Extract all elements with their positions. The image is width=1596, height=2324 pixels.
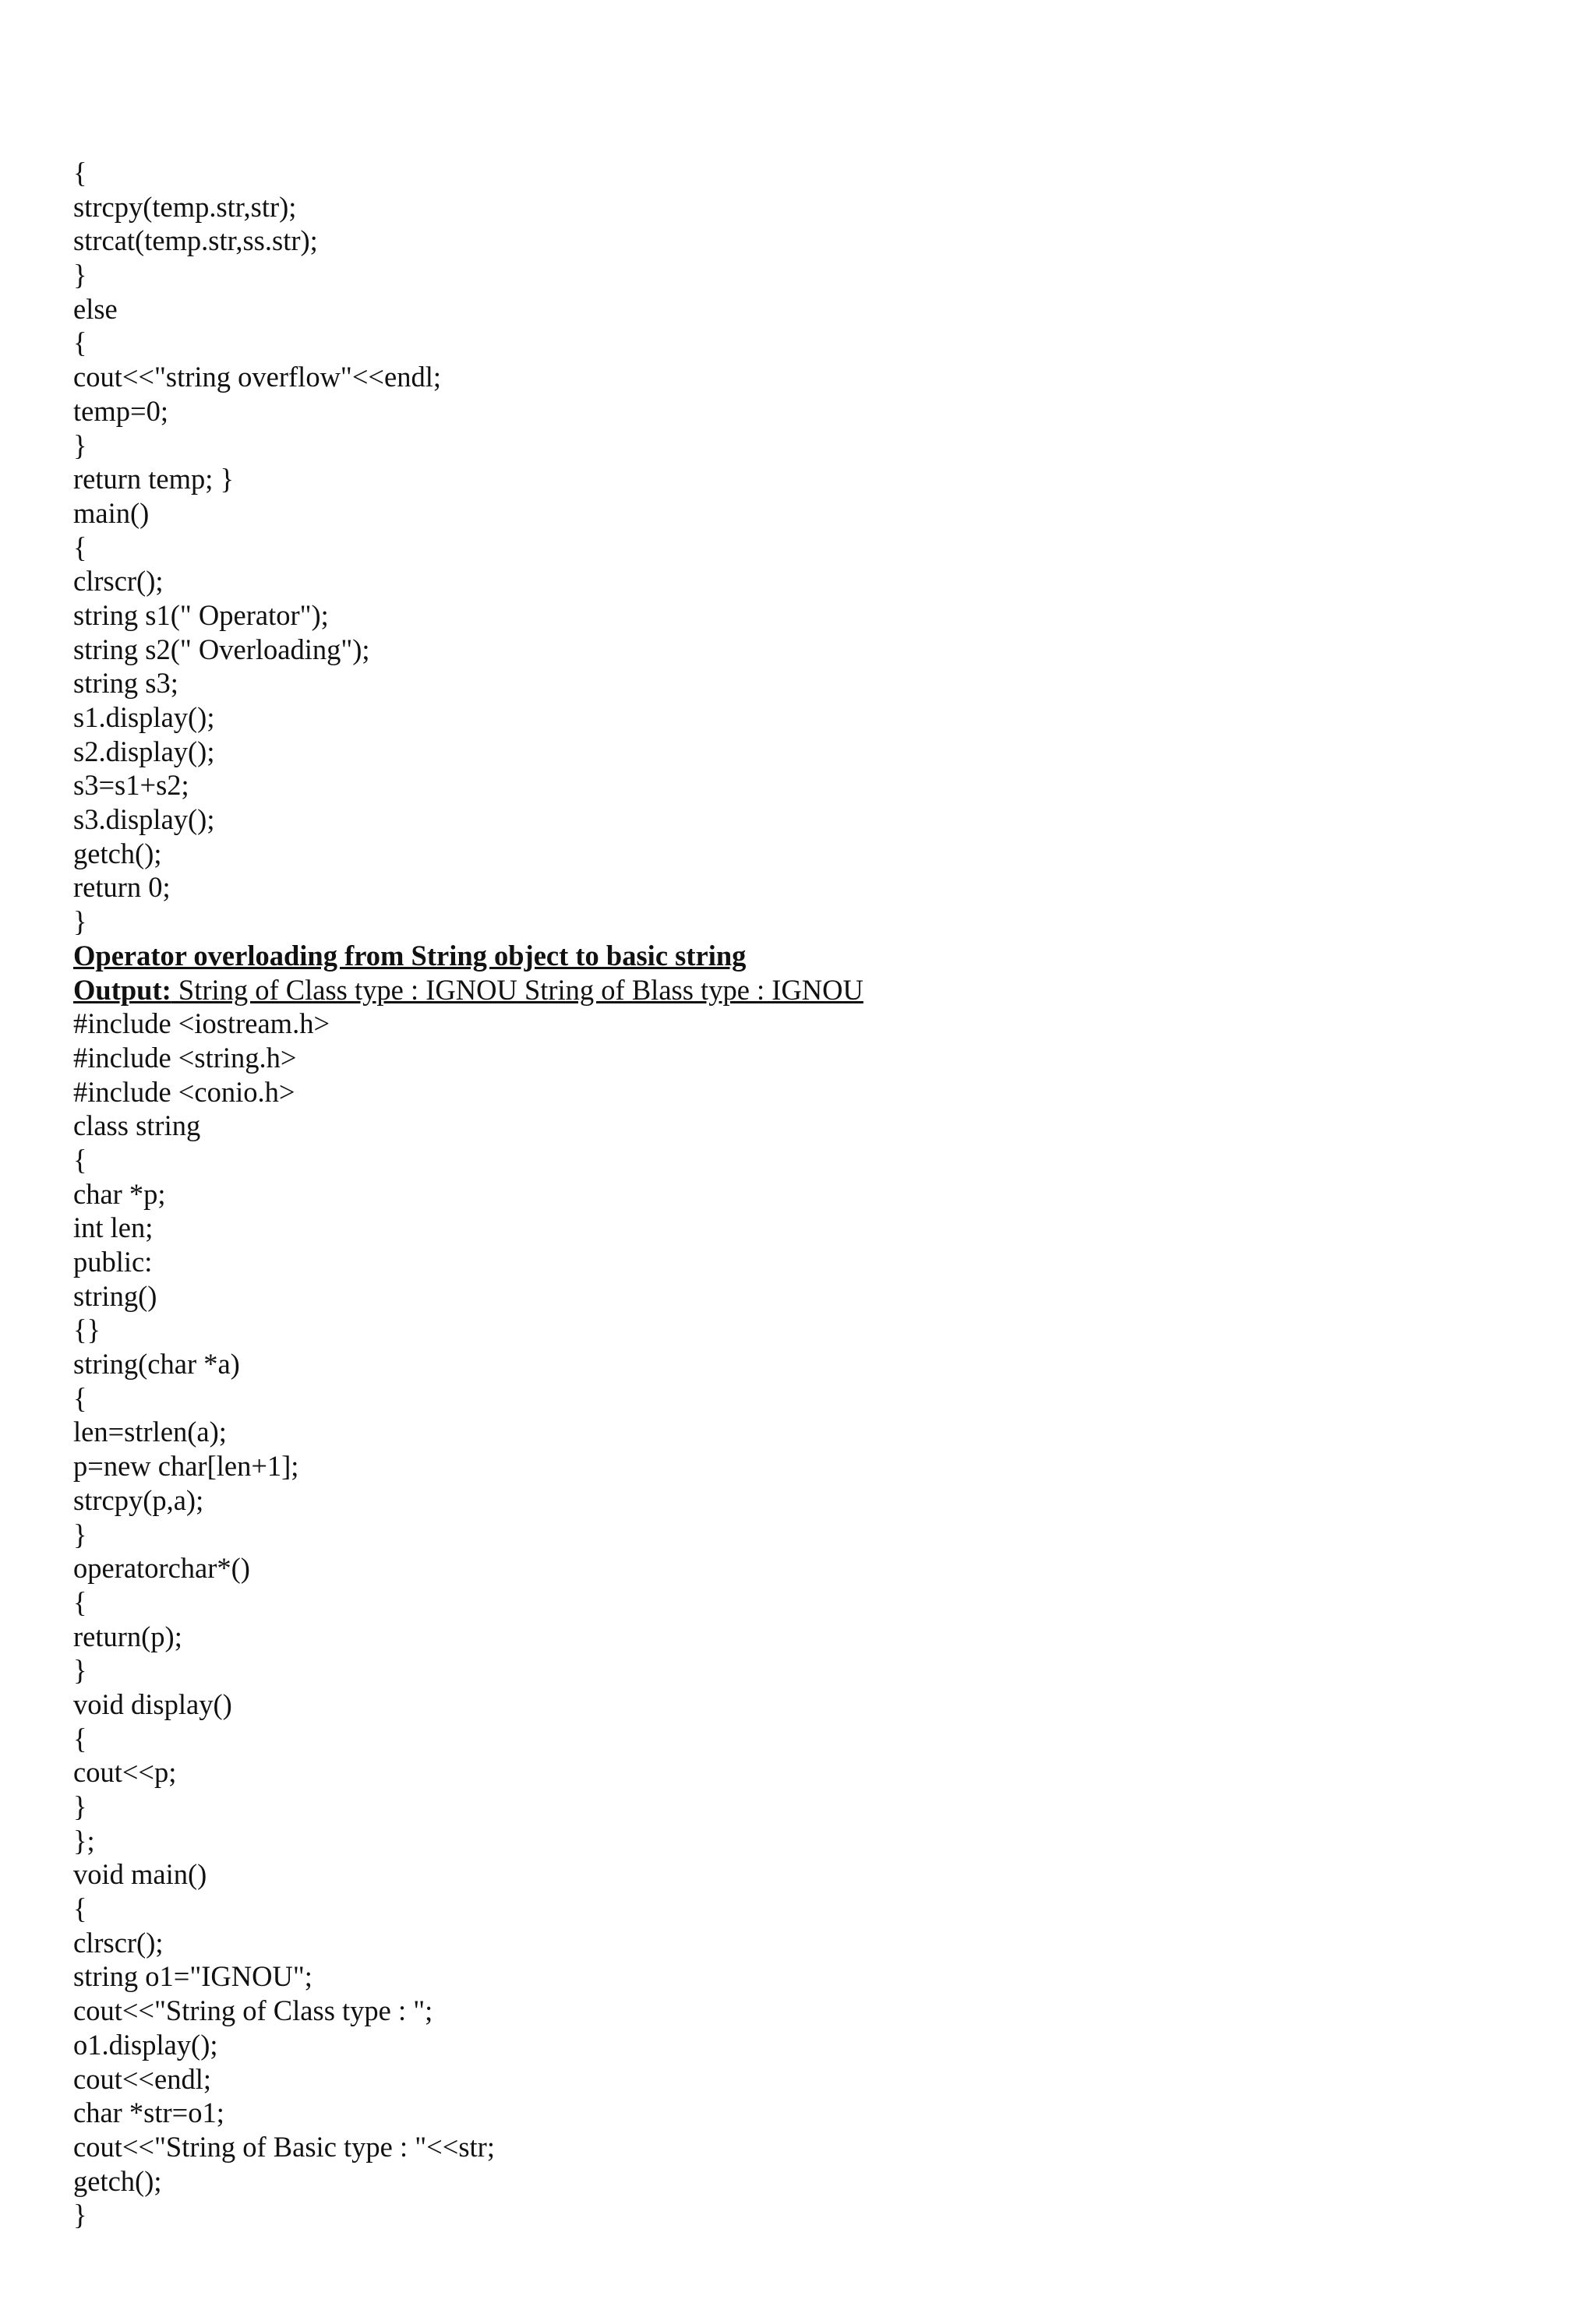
code-line: cout<<"String of Basic type : "<<str;: [73, 2130, 495, 2163]
code-line: getch();: [73, 2164, 162, 2197]
code-line: return temp; }: [73, 463, 235, 495]
code-line: string(): [73, 1279, 157, 1312]
document-page: [73, 156, 1554, 2232]
code-line: }: [73, 1518, 87, 1550]
code-line: else: [73, 292, 118, 325]
code-line: getch();: [73, 837, 162, 869]
code-line: p=new char[len+1];: [73, 1450, 299, 1483]
code-line: cout<<"String of Class type : ";: [73, 1994, 433, 2027]
code-line: {: [73, 1143, 87, 1176]
code-line: {}: [73, 1314, 101, 1346]
code-line: string s3;: [73, 667, 178, 700]
code-line: {: [73, 531, 87, 563]
code-line: temp=0;: [73, 394, 168, 427]
code-line: #include <conio.h>: [73, 1075, 295, 1108]
code-line: }: [73, 1790, 87, 1822]
code-line: char *p;: [73, 1177, 166, 1210]
code-line: {: [73, 326, 87, 359]
section-heading: Operator overloading from String object to basic string: [73, 939, 747, 972]
code-line: void display(): [73, 1687, 232, 1720]
code-block-string-conversion: [73, 1007, 1554, 2232]
code-line: s3=s1+s2;: [73, 769, 189, 802]
code-line: string s1(" Operator");: [73, 598, 329, 631]
code-line: string o1="IGNOU";: [73, 1960, 312, 1993]
code-line: operatorchar*(): [73, 1552, 250, 1585]
code-line: s2.display();: [73, 735, 215, 767]
code-line: class string: [73, 1109, 201, 1142]
code-line: clrscr();: [73, 1926, 164, 1959]
code-line: cout<<endl;: [73, 2062, 211, 2095]
code-line: cout<<"string overflow"<<endl;: [73, 361, 441, 393]
output-label: Output:: [73, 973, 171, 1006]
code-block-string-concatenation: [73, 156, 1554, 939]
code-line: char *str=o1;: [73, 2097, 224, 2129]
output-text: String of Class type : IGNOU String of Blass type : IGNOU: [171, 973, 863, 1006]
code-line: s1.display();: [73, 701, 215, 733]
code-line: strcat(temp.str,ss.str);: [73, 224, 318, 257]
code-line: };: [73, 1824, 95, 1857]
code-line: return(p);: [73, 1620, 182, 1652]
code-line: }: [73, 905, 87, 938]
output-line: [73, 973, 1554, 1007]
code-line: }: [73, 428, 87, 461]
code-line: }: [73, 2199, 87, 2231]
code-line: string s2(" Overloading");: [73, 633, 370, 665]
code-line: main(): [73, 496, 150, 529]
code-line: #include <string.h>: [73, 1041, 297, 1074]
code-line: int len;: [73, 1211, 154, 1244]
code-line: void main(): [73, 1858, 207, 1891]
code-line: }: [73, 259, 87, 291]
code-line: {: [73, 1722, 87, 1754]
code-line: return 0;: [73, 871, 171, 904]
code-line: }: [73, 1654, 87, 1687]
code-line: strcpy(p,a);: [73, 1483, 204, 1516]
code-line: {: [73, 1585, 87, 1618]
code-line: len=strlen(a);: [73, 1416, 227, 1448]
code-line: public:: [73, 1246, 153, 1278]
code-line: {: [73, 1892, 87, 1925]
code-line: strcpy(temp.str,str);: [73, 190, 297, 223]
code-line: {: [73, 157, 87, 189]
code-line: o1.display();: [73, 2028, 218, 2061]
code-line: {: [73, 1381, 87, 1414]
code-line: s3.display();: [73, 803, 215, 836]
code-line: string(char *a): [73, 1348, 240, 1381]
code-line: cout<<p;: [73, 1756, 177, 1789]
code-line: #include <iostream.h>: [73, 1007, 330, 1040]
code-line: clrscr();: [73, 565, 164, 598]
